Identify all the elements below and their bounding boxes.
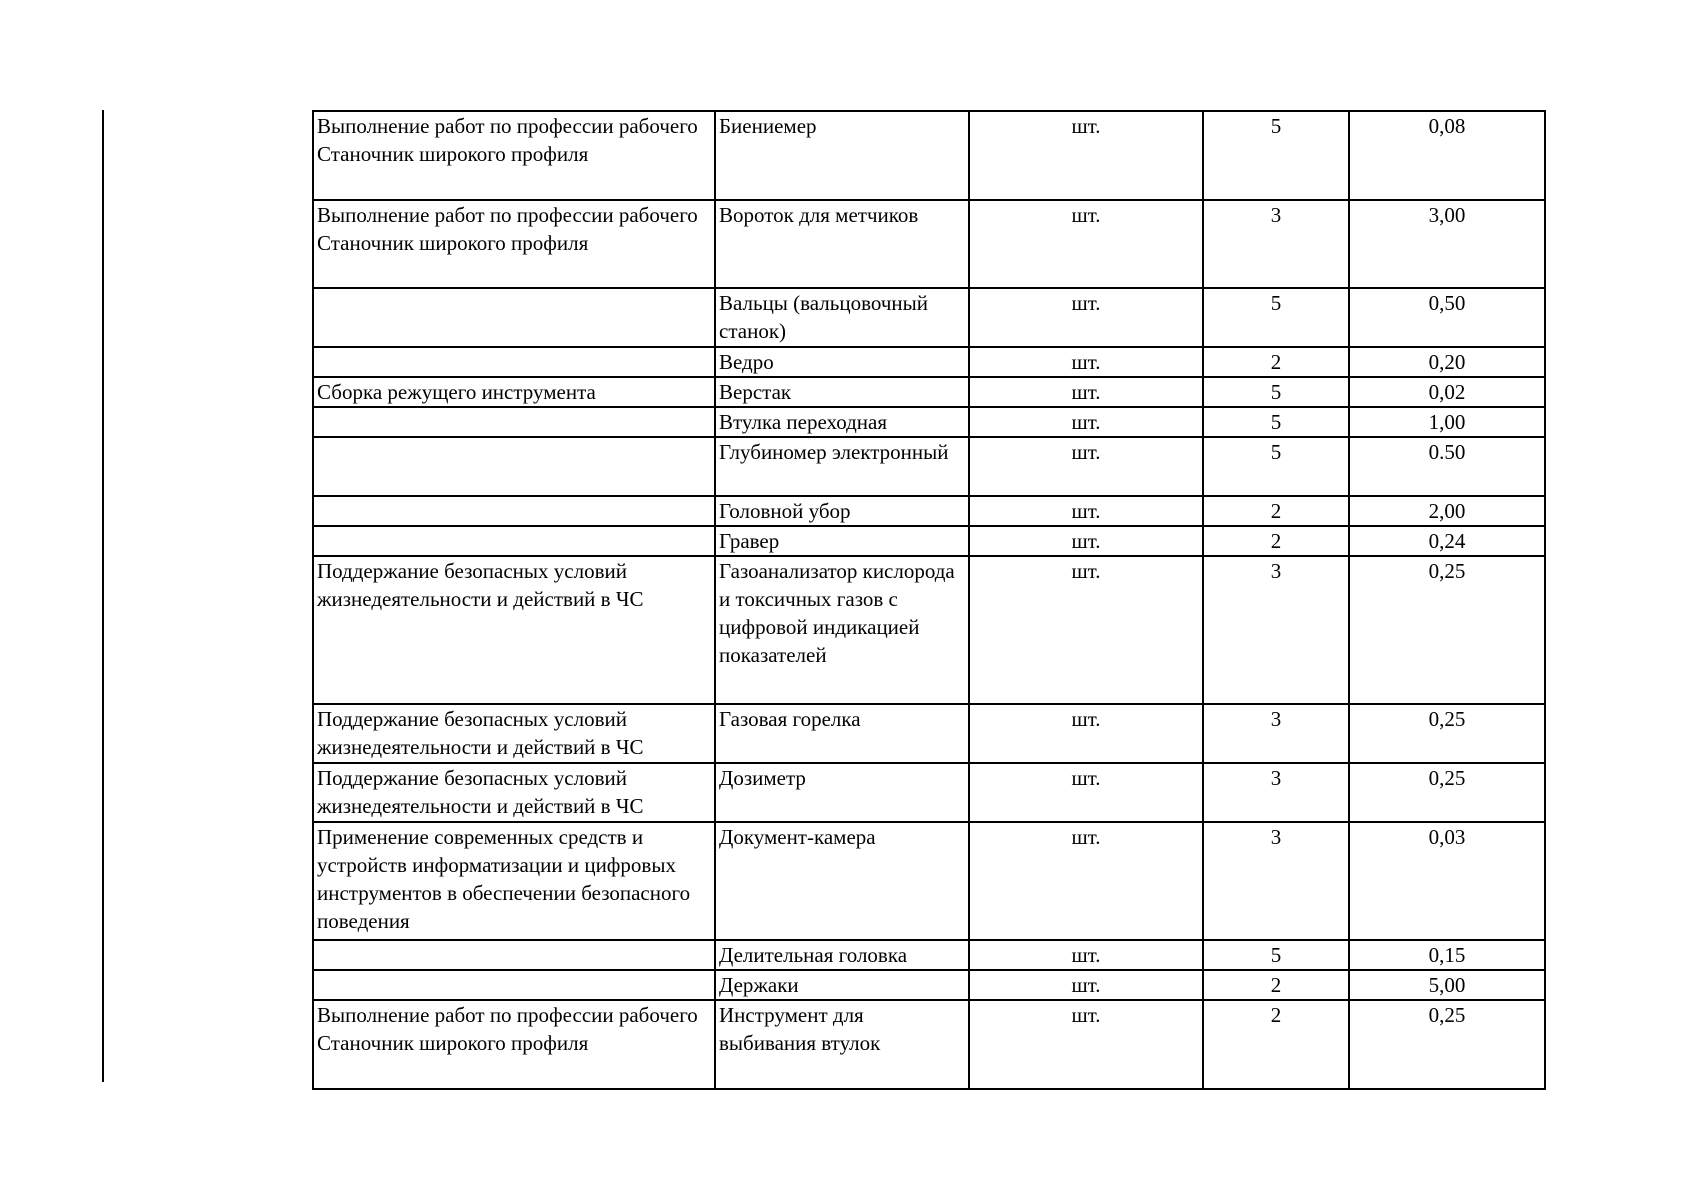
value-cell: 0,25: [1349, 704, 1545, 763]
unit-cell: шт.: [969, 704, 1203, 763]
item-cell: Держаки: [715, 970, 969, 1000]
unit-cell: шт.: [969, 940, 1203, 970]
item-cell: Газоанализатор кислорода и токсичных газов с цифровой индикацией показателей: [715, 556, 969, 704]
unit-cell: шт.: [969, 763, 1203, 822]
unit-cell: шт.: [969, 377, 1203, 407]
value-cell: 0.50: [1349, 437, 1545, 496]
activity-cell: [313, 407, 715, 437]
unit-cell: шт.: [969, 496, 1203, 526]
value-cell: 5,00: [1349, 970, 1545, 1000]
item-cell: Втулка переходная: [715, 407, 969, 437]
activity-cell: Поддержание безопасных условий жизнедеятельности и действий в ЧС: [313, 556, 715, 704]
qty-cell: 3: [1203, 822, 1349, 940]
item-cell: Инструмент для выбивания втулок: [715, 1000, 969, 1089]
table-row: [313, 288, 1545, 347]
unit-cell: шт.: [969, 526, 1203, 556]
qty-cell: 2: [1203, 347, 1349, 377]
unit-cell: шт.: [969, 437, 1203, 496]
unit-cell: шт.: [969, 556, 1203, 704]
activity-cell: Применение современных средств и устройств информатизации и цифровых инструментов в обеспечении безопасного поведения: [313, 822, 715, 940]
item-cell: Верстак: [715, 377, 969, 407]
unit-cell: шт.: [969, 822, 1203, 940]
item-cell: Биениемер: [715, 111, 969, 200]
qty-cell: 2: [1203, 970, 1349, 1000]
table-row: [313, 377, 1545, 407]
table-row: [313, 407, 1545, 437]
activity-cell: Сборка режущего инструмента: [313, 377, 715, 407]
value-cell: 0,25: [1349, 763, 1545, 822]
value-cell: 0,50: [1349, 288, 1545, 347]
value-cell: 3,00: [1349, 200, 1545, 288]
value-cell: 2,00: [1349, 496, 1545, 526]
qty-cell: 5: [1203, 377, 1349, 407]
activity-cell: [313, 526, 715, 556]
qty-cell: 3: [1203, 200, 1349, 288]
qty-cell: 3: [1203, 704, 1349, 763]
page-margin-line: [102, 110, 104, 1082]
item-cell: Дозиметр: [715, 763, 969, 822]
value-cell: 0,08: [1349, 111, 1545, 200]
activity-cell: [313, 496, 715, 526]
table-row: [313, 437, 1545, 496]
item-cell: Документ-камера: [715, 822, 969, 940]
value-cell: 0,24: [1349, 526, 1545, 556]
value-cell: 0,15: [1349, 940, 1545, 970]
unit-cell: шт.: [969, 970, 1203, 1000]
qty-cell: 5: [1203, 437, 1349, 496]
table-row: [313, 347, 1545, 377]
item-cell: Вороток для метчиков: [715, 200, 969, 288]
table-row: [313, 763, 1545, 822]
activity-cell: Поддержание безопасных условий жизнедеятельности и действий в ЧС: [313, 704, 715, 763]
table-row: [313, 200, 1545, 288]
activity-cell: Выполнение работ по профессии рабочего Станочник широкого профиля: [313, 1000, 715, 1089]
item-cell: Делительная головка: [715, 940, 969, 970]
qty-cell: 3: [1203, 763, 1349, 822]
item-cell: Гравер: [715, 526, 969, 556]
table-row: [313, 822, 1545, 940]
unit-cell: шт.: [969, 200, 1203, 288]
activity-cell: [313, 970, 715, 1000]
item-cell: Газовая горелка: [715, 704, 969, 763]
value-cell: 0,02: [1349, 377, 1545, 407]
table-row: [313, 111, 1545, 200]
qty-cell: 3: [1203, 556, 1349, 704]
table-row: [313, 940, 1545, 970]
value-cell: 0,20: [1349, 347, 1545, 377]
equipment-table: [312, 110, 1546, 1090]
value-cell: 1,00: [1349, 407, 1545, 437]
unit-cell: шт.: [969, 111, 1203, 200]
table-row: [313, 496, 1545, 526]
qty-cell: 5: [1203, 407, 1349, 437]
item-cell: Головной убор: [715, 496, 969, 526]
qty-cell: 2: [1203, 496, 1349, 526]
activity-cell: Выполнение работ по профессии рабочего Станочник широкого профиля: [313, 200, 715, 288]
unit-cell: шт.: [969, 347, 1203, 377]
activity-cell: [313, 347, 715, 377]
item-cell: Вальцы (вальцовочный станок): [715, 288, 969, 347]
table-row: [313, 526, 1545, 556]
activity-cell: [313, 288, 715, 347]
item-cell: Глубиномер электронный: [715, 437, 969, 496]
unit-cell: шт.: [969, 407, 1203, 437]
table-row: [313, 556, 1545, 704]
activity-cell: [313, 940, 715, 970]
value-cell: 0,03: [1349, 822, 1545, 940]
activity-cell: Выполнение работ по профессии рабочего Станочник широкого профиля: [313, 111, 715, 200]
value-cell: 0,25: [1349, 556, 1545, 704]
value-cell: 0,25: [1349, 1000, 1545, 1089]
activity-cell: Поддержание безопасных условий жизнедеятельности и действий в ЧС: [313, 763, 715, 822]
qty-cell: 5: [1203, 288, 1349, 347]
qty-cell: 5: [1203, 940, 1349, 970]
table-row: [313, 704, 1545, 763]
unit-cell: шт.: [969, 288, 1203, 347]
activity-cell: [313, 437, 715, 496]
table-row: [313, 1000, 1545, 1089]
item-cell: Ведро: [715, 347, 969, 377]
unit-cell: шт.: [969, 1000, 1203, 1089]
qty-cell: 2: [1203, 526, 1349, 556]
qty-cell: 5: [1203, 111, 1349, 200]
qty-cell: 2: [1203, 1000, 1349, 1089]
table-row: [313, 970, 1545, 1000]
